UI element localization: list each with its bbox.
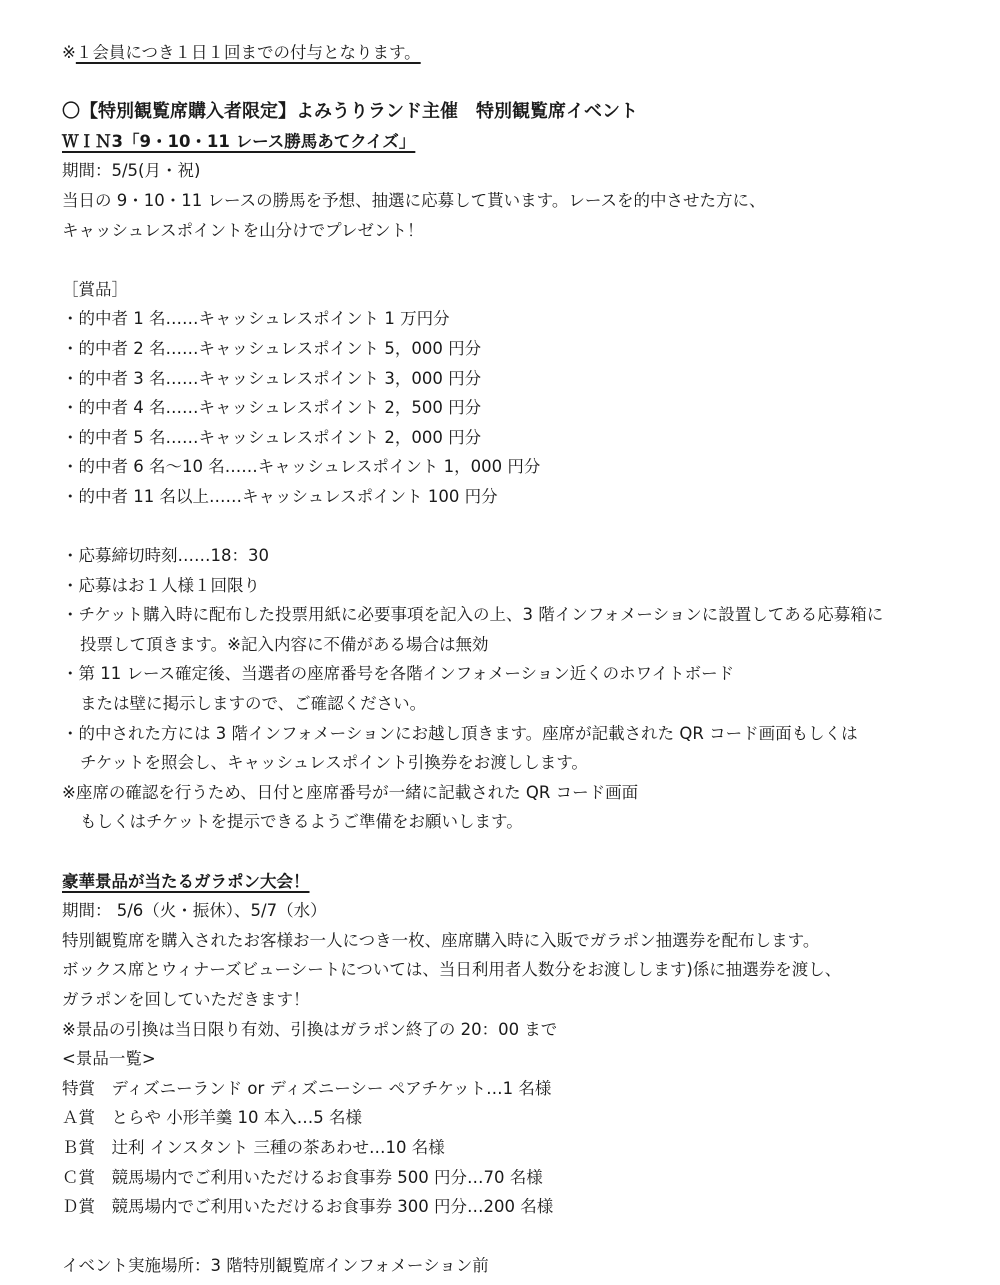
event1-rule-continuation: または壁に掲示しますので、ご確認ください。 bbox=[80, 694, 427, 714]
event2-venue: イベント実施場所：3 階特別観覧席インフォメーション前 bbox=[62, 1256, 489, 1276]
event1-desc-line: キャッシュレスポイントを山分けでプレゼント！ bbox=[62, 220, 424, 240]
top-note bbox=[62, 38, 962, 68]
event1-heading: 〇【特別観覧席購入者限定】よみうりランド主催 特別観覧席イベント bbox=[62, 101, 638, 123]
event2-period: 期間： 5/6（火・振休）、5/7（水） bbox=[62, 901, 327, 921]
event1-rule-continuation: チケットを照会し、キャッシュレスポイント引換券をお渡しします。 bbox=[80, 753, 588, 773]
document-page bbox=[62, 38, 962, 1281]
event1-rule: ・第 11 レース確定後、当選者の座席番号を各階インフォメーション近くのホワイトボード bbox=[62, 664, 735, 684]
event1-rule: ・的中された方には 3 階インフォメーションにお越し頂きます。座席が記載された QR コード画面もしくは bbox=[62, 723, 858, 743]
event2-heading bbox=[62, 867, 962, 897]
event1-subtitle-text: ＷＩＮ3「9・10・11 レース勝馬あてクイズ」 bbox=[62, 131, 416, 151]
event1-note: ※座席の確認を行うため、日付と座席番号が一緒に記載された QR コード画面 bbox=[62, 782, 639, 802]
event2-desc-line: ガラポンを回していただきます！ bbox=[62, 990, 310, 1009]
spacer bbox=[62, 512, 962, 542]
event2-prize-item: Ｄ賞 競馬場内でご利用いただけるお食事券 300 円分…200 名様 bbox=[62, 1197, 554, 1217]
event1-rule: ・応募はお１人様１回限り bbox=[62, 575, 260, 595]
note-text: １会員につき１日１回までの付与となります。 bbox=[75, 43, 421, 62]
event2-prize-item: 特賞 ディズニーランド or ディズニーシー ペアチケット…1 名様 bbox=[62, 1078, 552, 1098]
event1-prizes-label: ［賞品］ bbox=[62, 279, 128, 299]
event2-prize-item: Ａ賞 とらや 小形羊羹 10 本入…5 名様 bbox=[62, 1108, 362, 1128]
event2-desc-line: 特別観覧席を購入されたお客様お一人につき一枚、座席購入時に入販でガラポン抽選券を配布します。 bbox=[62, 930, 820, 950]
event1-rule-continuation: 投票して頂きます。※記入内容に不備がある場合は無効 bbox=[80, 634, 489, 654]
note-mark: ※ bbox=[62, 43, 76, 62]
event2-desc-line: ボックス席とウィナーズビューシートについては、当日利用者人数分をお渡しします)係に抽選券を渡し、 bbox=[62, 960, 842, 980]
event2-desc-line: ※景品の引換は当日限り有効、引換はガラポン終了の 20：00 まで bbox=[62, 1019, 558, 1039]
event1-prize-item: ・的中者 6 名～10 名……キャッシュレスポイント 1，000 円分 bbox=[62, 457, 541, 477]
event1-prize-item: ・的中者 5 名……キャッシュレスポイント 2，000 円分 bbox=[62, 427, 482, 447]
event1-prize-item: ・的中者 4 名……キャッシュレスポイント 2，500 円分 bbox=[62, 398, 482, 418]
event1-prize-item: ・的中者 2 名……キャッシュレスポイント 5，000 円分 bbox=[62, 338, 482, 358]
spacer bbox=[62, 837, 962, 867]
event1-rule: ・応募締切時刻……18：30 bbox=[62, 546, 269, 566]
event2-heading-text: 豪華景品が当たるガラポン大会！ bbox=[62, 871, 310, 891]
event1-rule: ・チケット購入時に配布した投票用紙に必要事項を記入の上、3 階インフォメーションに設置してある応募箱に bbox=[62, 605, 884, 625]
event1-prize-item: ・的中者 3 名……キャッシュレスポイント 3，000 円分 bbox=[62, 368, 482, 388]
event1-desc-line: 当日の 9・10・11 レースの勝馬を予想、抽選に応募して貰います。レースを的中させた方に、 bbox=[62, 190, 766, 210]
event2-prize-list-label: <景品一覧> bbox=[62, 1049, 156, 1069]
spacer bbox=[62, 1222, 962, 1252]
event1-note-continuation: もしくはチケットを提示できるようご準備をお願いします。 bbox=[80, 812, 523, 832]
event1-period: 期間：5/5(月・祝) bbox=[62, 161, 201, 181]
spacer bbox=[62, 68, 962, 98]
event1-prize-item: ・的中者 11 名以上……キャッシュレスポイント 100 円分 bbox=[62, 486, 498, 506]
event1-prize-item: ・的中者 1 名……キャッシュレスポイント 1 万円分 bbox=[62, 309, 450, 329]
event2-prize-item: Ｂ賞 辻利 インスタント 三種の茶あわせ…10 名様 bbox=[62, 1137, 445, 1157]
event2-prize-item: Ｃ賞 競馬場内でご利用いただけるお食事券 500 円分…70 名様 bbox=[62, 1167, 543, 1187]
spacer bbox=[62, 245, 962, 275]
event1-subtitle bbox=[62, 127, 962, 157]
